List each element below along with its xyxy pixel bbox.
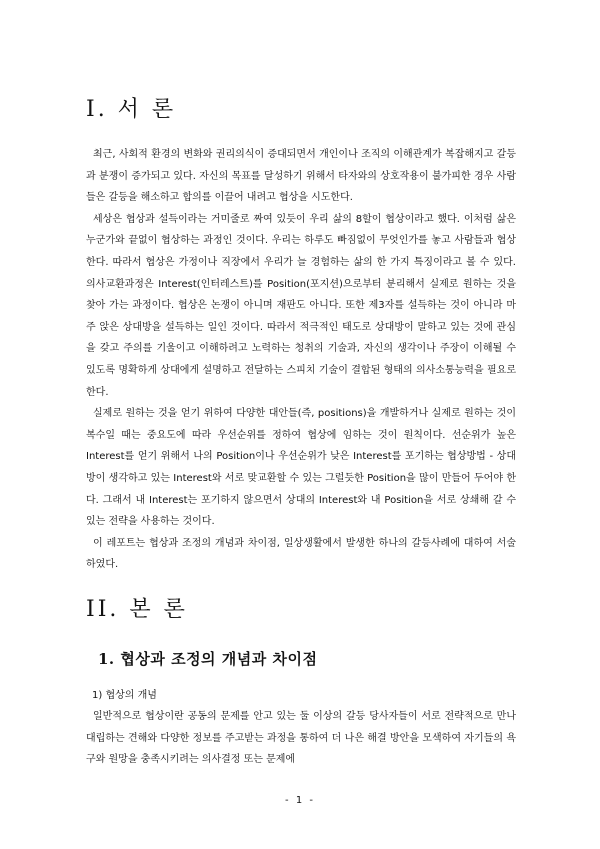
page-number: - 1 -	[285, 795, 315, 806]
paragraph: 실제로 원하는 것을 얻기 위하여 다양한 대안들(즉, positions)을 개발하거나 실제로 원하는 것이 복수일 때는 중요도에 따라 우선순위를 정하여 협상에 임하는 것이 원칙이다. 선순위가 높은 Interest를 얻기 위해서 나의 Position이나 우선순위가 낮은 Interest를 포기하는 협상방법 - 상대방이 생각하고 있는 Interest와 서로 맞교환할 수 있는 그럴듯한 Position을 많이 만들어 두어야 한다. 그래서 내 Interest는 포기하지 않으면서 상대의 Interest와 내 Position을 서로 상쇄해 갈 수 있는 전략을 사용하는 것이다.	[86, 408, 516, 528]
section-heading-body: II. 본 론	[86, 597, 188, 622]
section-heading-introduction: I. 서 론	[86, 97, 177, 122]
paragraph: 세상은 협상과 설득이라는 거미줄로 짜여 있듯이 우리 삶의 8할이 협상이라고 했다. 이처럼 삶은 누군가와 끝없이 협상하는 과정인 것이다. 우리는 하루도 빠짐없이 무엇인가를 놓고 사람들과 협상한다. 따라서 협상은 가정이나 직장에서 우리가 늘 경험하는 삶의 한 가지 특징이라고 볼 수 있다. 의사교환과정은 Interest(인터레스트)를 Position(포지션)으로부터 분리해서 실제로 원하는 것을 찾아 가는 과정이다. 협상은 논쟁이 아니며 재판도 아니다. 또한 제3자를 설득하는 것이 아니라 마주 앉은 상대방을 설득하는 일인 것이다. 따라서 적극적인 태도로 상대방이 말하고 있는 것에 관심을 갖고 주의를 기울이고 이해하려고 노력하는 청취의 기술과, 자신의 생각이나 주장이 이해될 수 있도록 명확하게 상대에게 설명하고 전달하는 스피치 기술이 결합된 형태의 의사소통능력을 필요로 한다.	[86, 213, 516, 398]
introduction-body	[86, 144, 516, 576]
paragraph: 일반적으로 협상이란 공동의 문제를 안고 있는 둘 이상의 갈등 당사자들이 서로 전략적으로 만나 대립하는 견해와 다양한 정보를 주고받는 과정을 통하여 더 나은 해결 방안을 모색하여 자기들의 욕구와 원망을 충족시키려는 의사결정 또는 문제에	[86, 711, 516, 766]
item-title: 1) 협상의 개념	[92, 690, 157, 701]
paragraph: 이 레포트는 협상과 조정의 개념과 차이점, 일상생활에서 발생한 하나의 갈등사례에 대하여 서술하였다.	[86, 537, 516, 571]
body-paragraph-block	[86, 706, 516, 771]
subsection-title: 1. 협상과 조정의 개념과 차이점	[98, 650, 318, 668]
paragraph: 최근, 사회적 환경의 변화와 권리의식이 증대되면서 개인이나 조직의 이해관계가 복잡해지고 갈등과 분쟁이 증가되고 있다. 자신의 목표를 달성하기 위해서 타자와의 상호작용이 불가피한 경우 사람들은 갈등을 해소하고 합의를 이끌어 내려고 협상을 시도한다.	[86, 149, 516, 204]
